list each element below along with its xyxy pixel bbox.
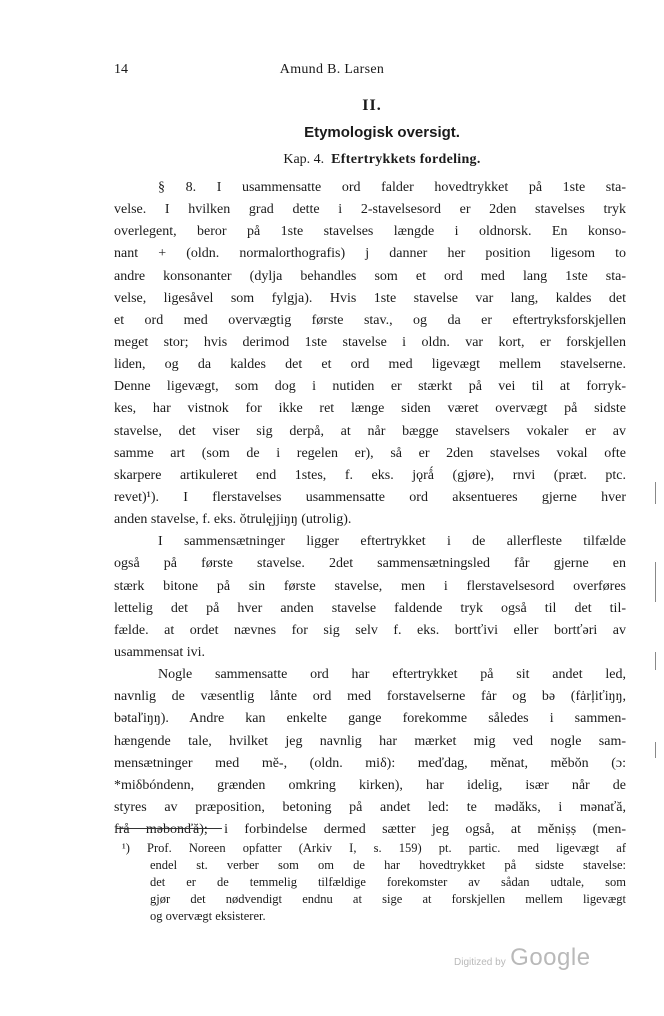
footnote-line: ¹) Prof. Noreen opfatter (Arkiv I, s. 159) pt. partic. med ligevægt af xyxy=(122,841,626,855)
text-line: stærk bitone på sin første stavelse, men i flerstavelsesord overføres xyxy=(114,578,626,594)
chapter-number: II. xyxy=(362,97,382,114)
text-line: meget stor; hvis derimod 1ste stavelse i oldn. var kort, er forskjellen xyxy=(114,334,626,350)
text-line: Nogle sammensatte ord har eftertrykket på sit andet led, xyxy=(158,667,626,683)
footnote-line: det er de temmelig tilfældige forekomster av sådan udtale, som xyxy=(150,875,626,889)
body-text xyxy=(114,177,626,841)
running-title: Amund B. Larsen xyxy=(279,62,385,77)
text-line: overlegent, beror på 1ste stavelses længde i oldnorsk. En konso- xyxy=(114,224,626,240)
margin-mark xyxy=(655,562,656,602)
footnote-divider xyxy=(116,828,222,829)
watermark-prefix: Digitized by xyxy=(454,957,506,968)
text-line: *miδbóndenn, grænden omkring kirken), har idelig, især når de xyxy=(114,777,626,793)
text-line: frå məbonďă); i forbindelse dermed sætter jeg også, at mĕniṣṣ (men- xyxy=(114,822,626,838)
margin-mark xyxy=(655,742,656,758)
section-title: Etymologisk oversigt. xyxy=(304,124,460,141)
text-line: revet)¹). I flerstavelses usammensatte ord aksentueres gjerne hver xyxy=(114,489,626,505)
footnote-line: gjør det nødvendigt endnu at sige at forskjellen mellem ligevægt xyxy=(150,892,626,906)
footnote-line: og overvægt eksisterer. xyxy=(150,909,266,923)
text-line: velse. I hvilken grad dette i 2-stavelsesord er 2den stavelses tryk xyxy=(114,202,626,218)
margin-mark xyxy=(655,482,656,504)
footnote-line: endel st. verber som om de har hovedtrykket på sidste stavelse: xyxy=(150,858,626,872)
text-line: fælde. at ordet nævnes for sig selv f. eks. bortťivi eller bortťəri av xyxy=(114,622,626,638)
subsection-heading: Eftertrykkets fordeling. xyxy=(331,152,481,167)
footnote xyxy=(118,840,626,925)
text-line: nant + (oldn. normalorthografis) j danner her position ligesom to xyxy=(114,246,626,262)
text-line: anden stavelse, f. eks. ŏtrulęjjiŋŋ (utrolig). xyxy=(114,512,352,528)
page-number: 14 xyxy=(114,62,128,77)
text-line: I sammensætninger ligger eftertrykket i de allerfleste tilfælde xyxy=(158,534,626,550)
text-line: navnlig de væsentlig lånte ord med forstavelserne fȧr og bə (fȧrļiťiŋŋ, xyxy=(114,689,626,705)
text-line: samme art (som de i regelen er), så er 2den stavelses vokal ofte xyxy=(114,445,626,461)
text-line: stavelse, det viser sig derpå, at når bægge stavelsers vokaler er av xyxy=(114,423,626,439)
subsection-title xyxy=(50,152,664,168)
google-logo: Google xyxy=(510,944,591,971)
text-line: styres av præposition, betoning på andet led: te mədăks, i mənaťă, xyxy=(114,799,626,815)
text-line: også på første stavelse. 2det sammensætningsled får gjerne en xyxy=(114,556,626,572)
margin-mark xyxy=(655,652,656,670)
text-line: hængende tale, hvilket jeg navnlig har mærket mig ved nogle sam- xyxy=(114,733,626,749)
text-line: mensætninger med mĕ-, (oldn. miδ): meďdag, mĕnat, mĕbŏn (ɔ: xyxy=(114,755,626,771)
text-line: bətaľiŋŋ). Andre kan enkelte gange forekomme således i sammen- xyxy=(114,711,626,727)
text-line: lettelig det på hver anden stavelse faldende tryk også til det til- xyxy=(114,600,626,616)
text-line: liden, og da kaldes det et ord med ligevægt mellem stavelserne. xyxy=(114,357,626,373)
digitized-watermark xyxy=(454,944,591,972)
text-line: Denne ligevægt, som dog i nutiden er stærkt på vei til at forryk- xyxy=(114,379,626,395)
text-line: velse, ligesåvel som fylgja). Hvis 1ste stavelse var lang, kaldes det xyxy=(114,290,626,306)
text-line: kes, har vistnok for ikke ret længe siden været overvægt på sidste xyxy=(114,401,626,417)
subsection-prefix: Kap. 4. xyxy=(283,152,325,167)
text-line: usammensat ivi. xyxy=(114,644,205,660)
text-line: § 8. I usammensatte ord falder hovedtrykket på 1ste sta- xyxy=(158,180,626,195)
text-line: skarpere artikuleret end 1stes, f. eks. jǫrǻ (gjøre), rnvi (præt. ptc. xyxy=(114,467,626,483)
text-line: andre konsonanter (dylja behandles som et ord med lang 1ste sta- xyxy=(114,268,626,284)
text-line: et ord med overvægtig første stav., og da er eftertryksforskjellen xyxy=(114,312,626,328)
